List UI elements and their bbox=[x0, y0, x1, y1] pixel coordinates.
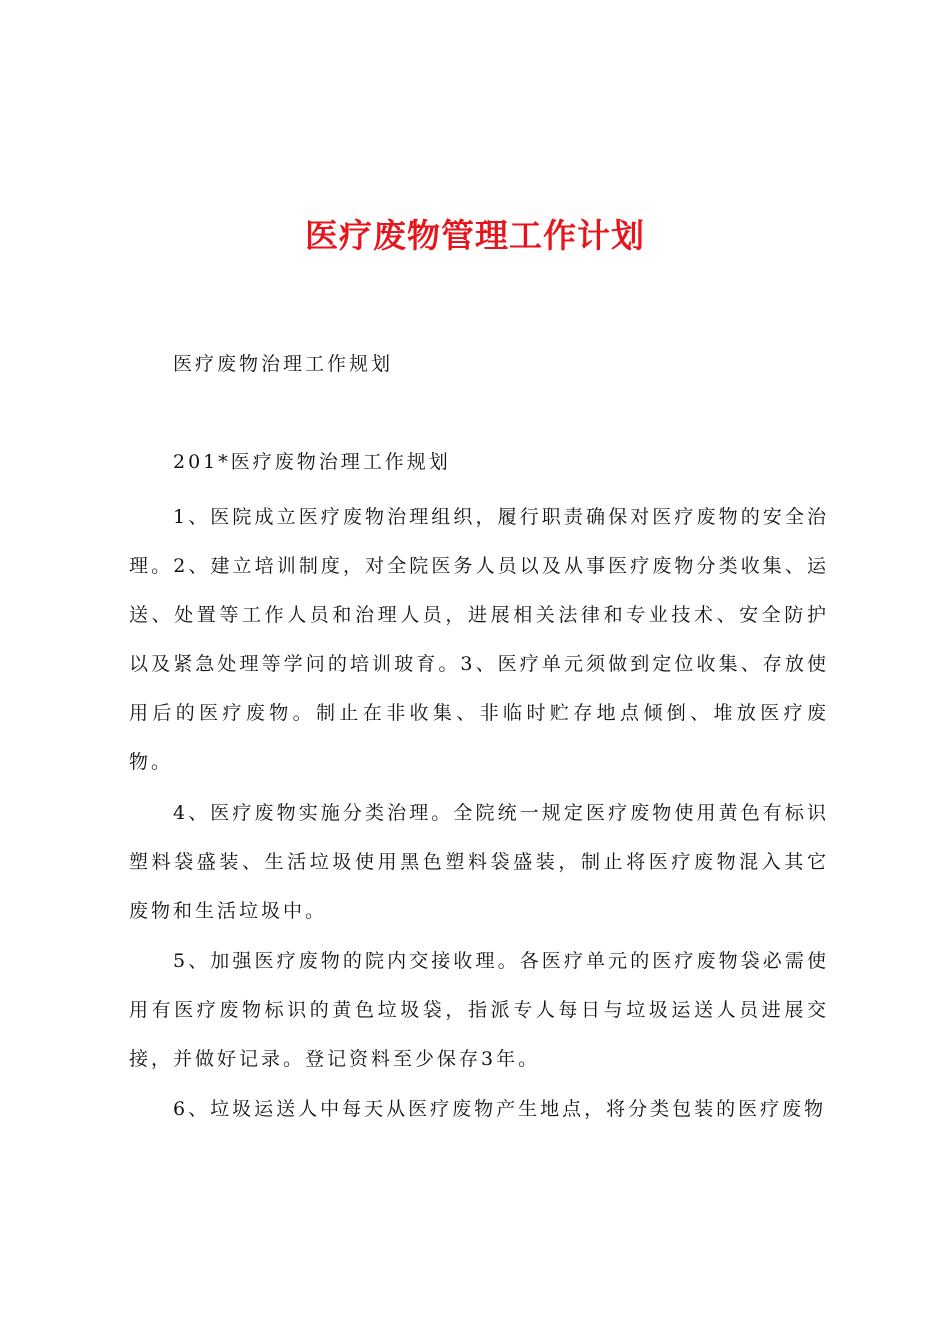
paragraph-item-6: 6、垃圾运送人中每天从医疗废物产生地点，将分类包装的医疗废物 bbox=[173, 1098, 827, 1120]
year-heading: 201*医疗废物治理工作规划 bbox=[173, 451, 451, 473]
paragraph-item-5: 5、加强医疗废物的院内交接收理。各医疗单元的医疗废物袋必需使用有医疗废物标识的黄色垃圾袋，指派专人每日与垃圾运送人员进展交接，并做好记录。登记资料至少保存3年。 bbox=[129, 950, 829, 1070]
document-title: 医疗废物管理工作计划 bbox=[305, 216, 645, 255]
paragraph-item-4: 4、医疗废物实施分类治理。全院统一规定医疗废物使用黄色有标识塑料袋盛装、生活垃圾使用黑色塑料袋盛装，制止将医疗废物混入其它废物和生活垃圾中。 bbox=[129, 802, 829, 922]
paragraph-item-1-3: 1、医院成立医疗废物治理组织，履行职责确保对医疗废物的安全治理。2、建立培训制度，对全院医务人员以及从事医疗废物分类收集、运送、处置等工作人员和治理人员，进展相关法律和专业技术、安全防护以及紧急处理等学问的培训玻育。3、医疗单元须做到定位收集、存放使用后的医疗废物。制止在非收集、非临时贮存地点倾倒、堆放医疗废物。 bbox=[129, 506, 829, 773]
document-subtitle: 医疗废物治理工作规划 bbox=[173, 353, 394, 375]
